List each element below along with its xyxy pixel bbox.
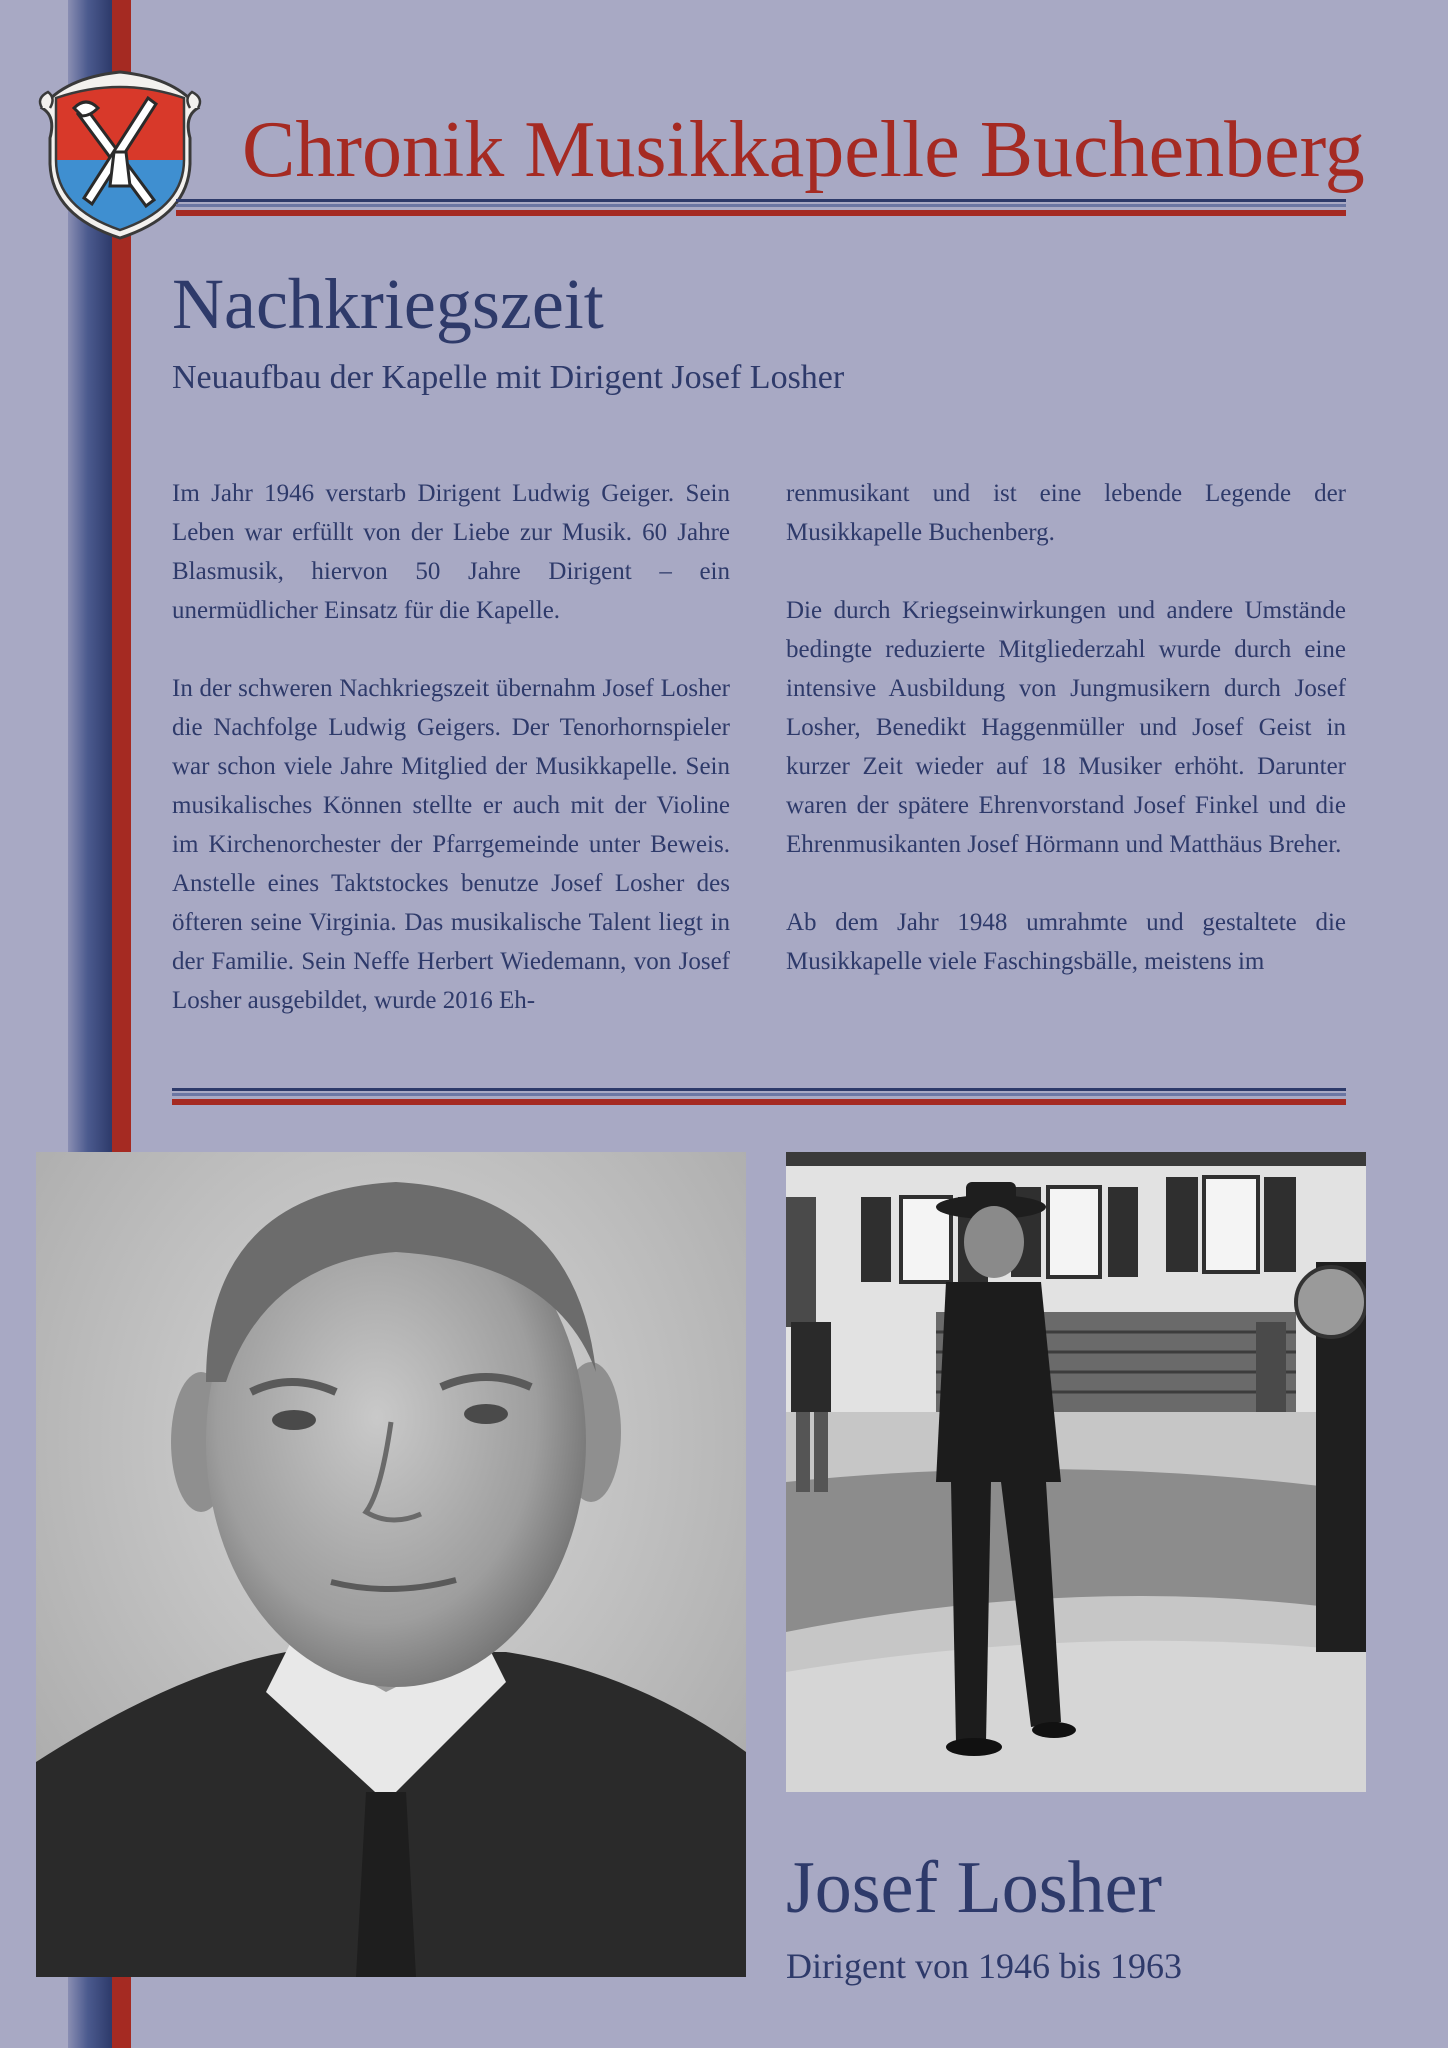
outdoor-photo — [786, 1152, 1366, 1792]
header-divider — [176, 199, 1346, 217]
paragraph: In der schweren Nachkriegszeit übernahm Josef Losher die Nachfolge Ludwig Geigers. Der Tenorhornspieler war schon viele Jahre Mitglied der Musikkapelle. Sein musikalisches Können stellte er auch mit der Violine im Kirchenorchester der Pfarrgemeinde unter Beweis. Anstelle eines Taktstockes benutze Josef Losher des öfteren seine Virginia. Das musikalische Talent liegt in der Familie. Sein Neffe Herbert Wiedemann, von Josef Losher ausgebildet, wurde 2016 Eh- — [172, 675, 730, 1014]
portrait-photo — [36, 1152, 746, 1977]
paragraph: renmusikant und ist eine lebende Legende der Musikkapelle Buchenberg. — [786, 480, 1346, 546]
caption-name: Josef Losher — [786, 1847, 1163, 1929]
section-subtitle: Neuaufbau der Kapelle mit Dirigent Josef Losher — [172, 359, 845, 396]
caption-role: Dirigent von 1946 bis 1963 — [786, 1946, 1182, 1986]
content-divider — [172, 1088, 1346, 1106]
paragraph: Die durch Kriegseinwirkungen und andere Umstände bedingte reduzierte Mitgliederzahl wurde durch eine intensive Ausbildung von Jungmusikern durch Josef Losher, Benedikt Haggenmüller und Josef Geist in kurzer Zeit wieder auf 18 Musiker erhöht. Darunter waren der spätere Ehrenvorstand Josef Finkel und die Ehrenmusikanten Josef Hörmann und Matthäus Breher. — [786, 597, 1346, 858]
paragraph: Ab dem Jahr 1948 umrahmte und gestaltete die Musikkapelle viele Faschingsbälle, meistens im — [786, 909, 1346, 975]
text-column-left — [172, 474, 730, 1059]
document-title: Chronik Musikkapelle Buchenberg — [242, 106, 1365, 194]
text-column-right — [786, 474, 1346, 1059]
paragraph: Im Jahr 1946 verstarb Dirigent Ludwig Geiger. Sein Leben war erfüllt von der Liebe zur Musik. 60 Jahre Blasmusik, hiervon 50 Jahre Dirigent – ein unermüdlicher Einsatz für die Kapelle. — [172, 480, 730, 624]
section-title: Nachkriegszeit — [172, 264, 604, 344]
